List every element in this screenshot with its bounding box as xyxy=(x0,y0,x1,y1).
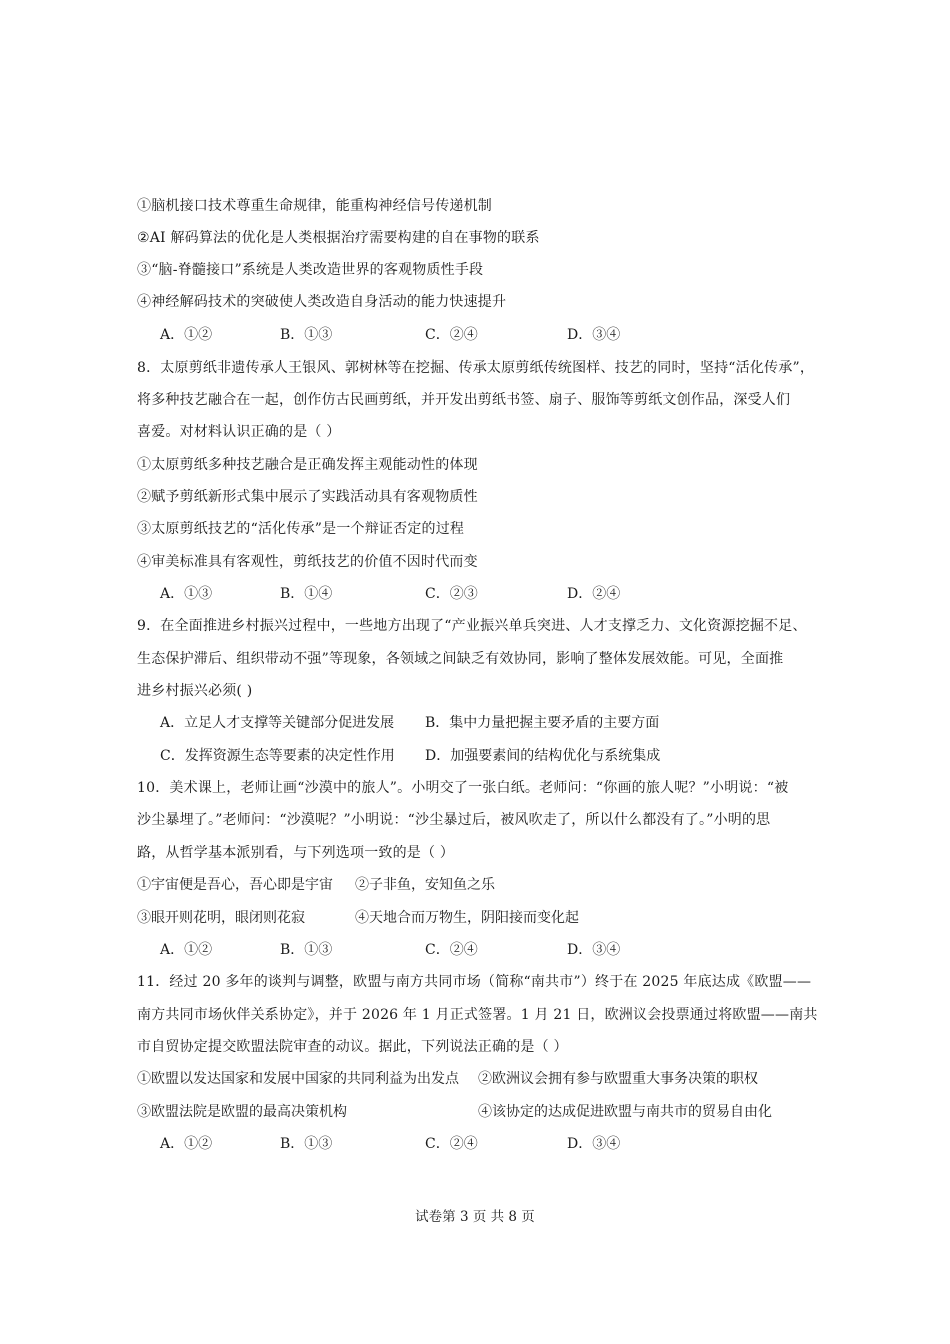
q11-option-d: D．③④ xyxy=(567,1136,621,1152)
q10-statement-2: ②子非鱼，安知鱼之乐 xyxy=(355,877,495,893)
q8-statement-4: ④审美标准具有客观性，剪纸技艺的价值不因时代而变 xyxy=(137,554,478,570)
q10-options xyxy=(160,940,800,960)
q8-option-d: D．②④ xyxy=(567,586,621,602)
q10-statement-3: ③眼开则花明，眼闭则花寂 xyxy=(137,910,305,926)
q7-statement-4: ④神经解码技术的突破使人类改造自身活动的能力快速提升 xyxy=(137,294,507,310)
q10-option-d: D．③④ xyxy=(567,942,621,958)
q7-option-d: D．③④ xyxy=(567,327,621,343)
q8-stem-line-1: 8．太原剪纸非遗传承人王银风、郭树林等在挖掘、传承太原剪纸传统图样、技艺的同时，坚持“活化传承”， xyxy=(137,360,815,376)
q8-statement-2: ②赋予剪纸新形式集中展示了实践活动具有客观物质性 xyxy=(137,489,478,505)
q8-options xyxy=(160,584,800,604)
q7-statement-1: ①脑机接口技术尊重生命规律，能重构神经信号传递机制 xyxy=(137,198,492,214)
q9-option-b: B．集中力量把握主要矛盾的主要方面 xyxy=(425,715,660,731)
q11-stem-line-1: 11．经过 20 多年的谈判与调整，欧盟与南方共同市场（简称“南共市”）终于在 2025 年底达成《欧盟—— xyxy=(137,974,812,990)
q8-statement-3: ③太原剪纸技艺的“活化传承”是一个辩证否定的过程 xyxy=(137,521,465,537)
q9-stem-line-2: 生态保护滞后、组织带动不强”等现象，各领域之间缺乏有效协同，影响了整体发展效能。可见，全面推 xyxy=(137,651,784,667)
q7-option-c: C．②④ xyxy=(425,327,478,343)
q11-stem-line-2: 南方共同市场伙伴关系协定》，并于 2026 年 1 月正式签署。1 月 21 日，欧洲议会投票通过将欧盟——南共 xyxy=(137,1007,818,1023)
q8-option-a: A．①③ xyxy=(160,586,213,602)
q7-option-a: A．①② xyxy=(160,327,213,343)
q7-options xyxy=(160,325,800,345)
q8-stem-line-2: 将多种技艺融合在一起，创作仿古民画剪纸，并开发出剪纸书签、扇子、服饰等剪纸文创作品，深受人们 xyxy=(137,392,791,408)
q9-stem-line-1: 9．在全面推进乡村振兴过程中，一些地方出现了“产业振兴单兵突进、人才支撑乏力、文化资源挖掘不足、 xyxy=(137,618,807,634)
q11-option-c: C．②④ xyxy=(425,1136,478,1152)
q10-option-a: A．①② xyxy=(160,942,213,958)
q10-statement-1: ①宇宙便是吾心，吾心即是宇宙 xyxy=(137,877,333,893)
q10-stem-line-3: 路，从哲学基本派别看，与下列选项一致的是（ ） xyxy=(137,845,455,861)
q9-stem-line-3: 进乡村振兴必须( ) xyxy=(137,683,253,699)
q11-option-b: B．①③ xyxy=(280,1136,333,1152)
q11-statement-1: ①欧盟以发达国家和发展中国家的共同利益为出发点 xyxy=(137,1071,459,1087)
q10-stem-line-1: 10．美术课上，老师让画“沙漠中的旅人”。小明交了一张白纸。老师问：“你画的旅人呢？”小明说：“被 xyxy=(137,780,789,796)
q9-option-a: A．立足人才支撑等关键部分促进发展 xyxy=(160,715,395,731)
q10-option-c: C．②④ xyxy=(425,942,478,958)
q10-option-b: B．①③ xyxy=(280,942,333,958)
q11-options xyxy=(160,1134,800,1154)
page-footer: 试卷第 3 页 共 8 页 xyxy=(415,1209,535,1225)
q11-stem-line-3: 市自贸协定提交欧盟法院审查的动议。据此，下列说法正确的是（ ） xyxy=(137,1039,568,1055)
q9-option-d: D．加强要素间的结构优化与系统集成 xyxy=(425,748,661,764)
q11-statement-4: ④该协定的达成促进欧盟与南共市的贸易自由化 xyxy=(478,1104,772,1120)
q8-stem-line-3: 喜爱。对材料认识正确的是（ ） xyxy=(137,424,341,440)
q11-option-a: A．①② xyxy=(160,1136,213,1152)
q7-statement-2: ②AI 解码算法的优化是人类根据治疗需要构建的自在事物的联系 xyxy=(137,230,540,246)
q11-statement-3: ③欧盟法院是欧盟的最高决策机构 xyxy=(137,1104,347,1120)
q7-option-b: B．①③ xyxy=(280,327,333,343)
q9-option-c: C．发挥资源生态等要素的决定性作用 xyxy=(160,748,395,764)
q7-statement-3: ③“脑-脊髓接口”系统是人类改造世界的客观物质性手段 xyxy=(137,262,484,278)
q8-statement-1: ①太原剪纸多种技艺融合是正确发挥主观能动性的体现 xyxy=(137,457,478,473)
q10-stem-line-2: 沙尘暴埋了。”老师问：“沙漠呢？”小明说：“沙尘暴过后，被风吹走了，所以什么都没有了。”小明的思 xyxy=(137,812,771,828)
q8-option-c: C．②③ xyxy=(425,586,478,602)
q11-statement-2: ②欧洲议会拥有参与欧盟重大事务决策的职权 xyxy=(478,1071,758,1087)
q8-option-b: B．①④ xyxy=(280,586,333,602)
q10-statement-4: ④天地合而万物生，阴阳接而变化起 xyxy=(355,910,579,926)
